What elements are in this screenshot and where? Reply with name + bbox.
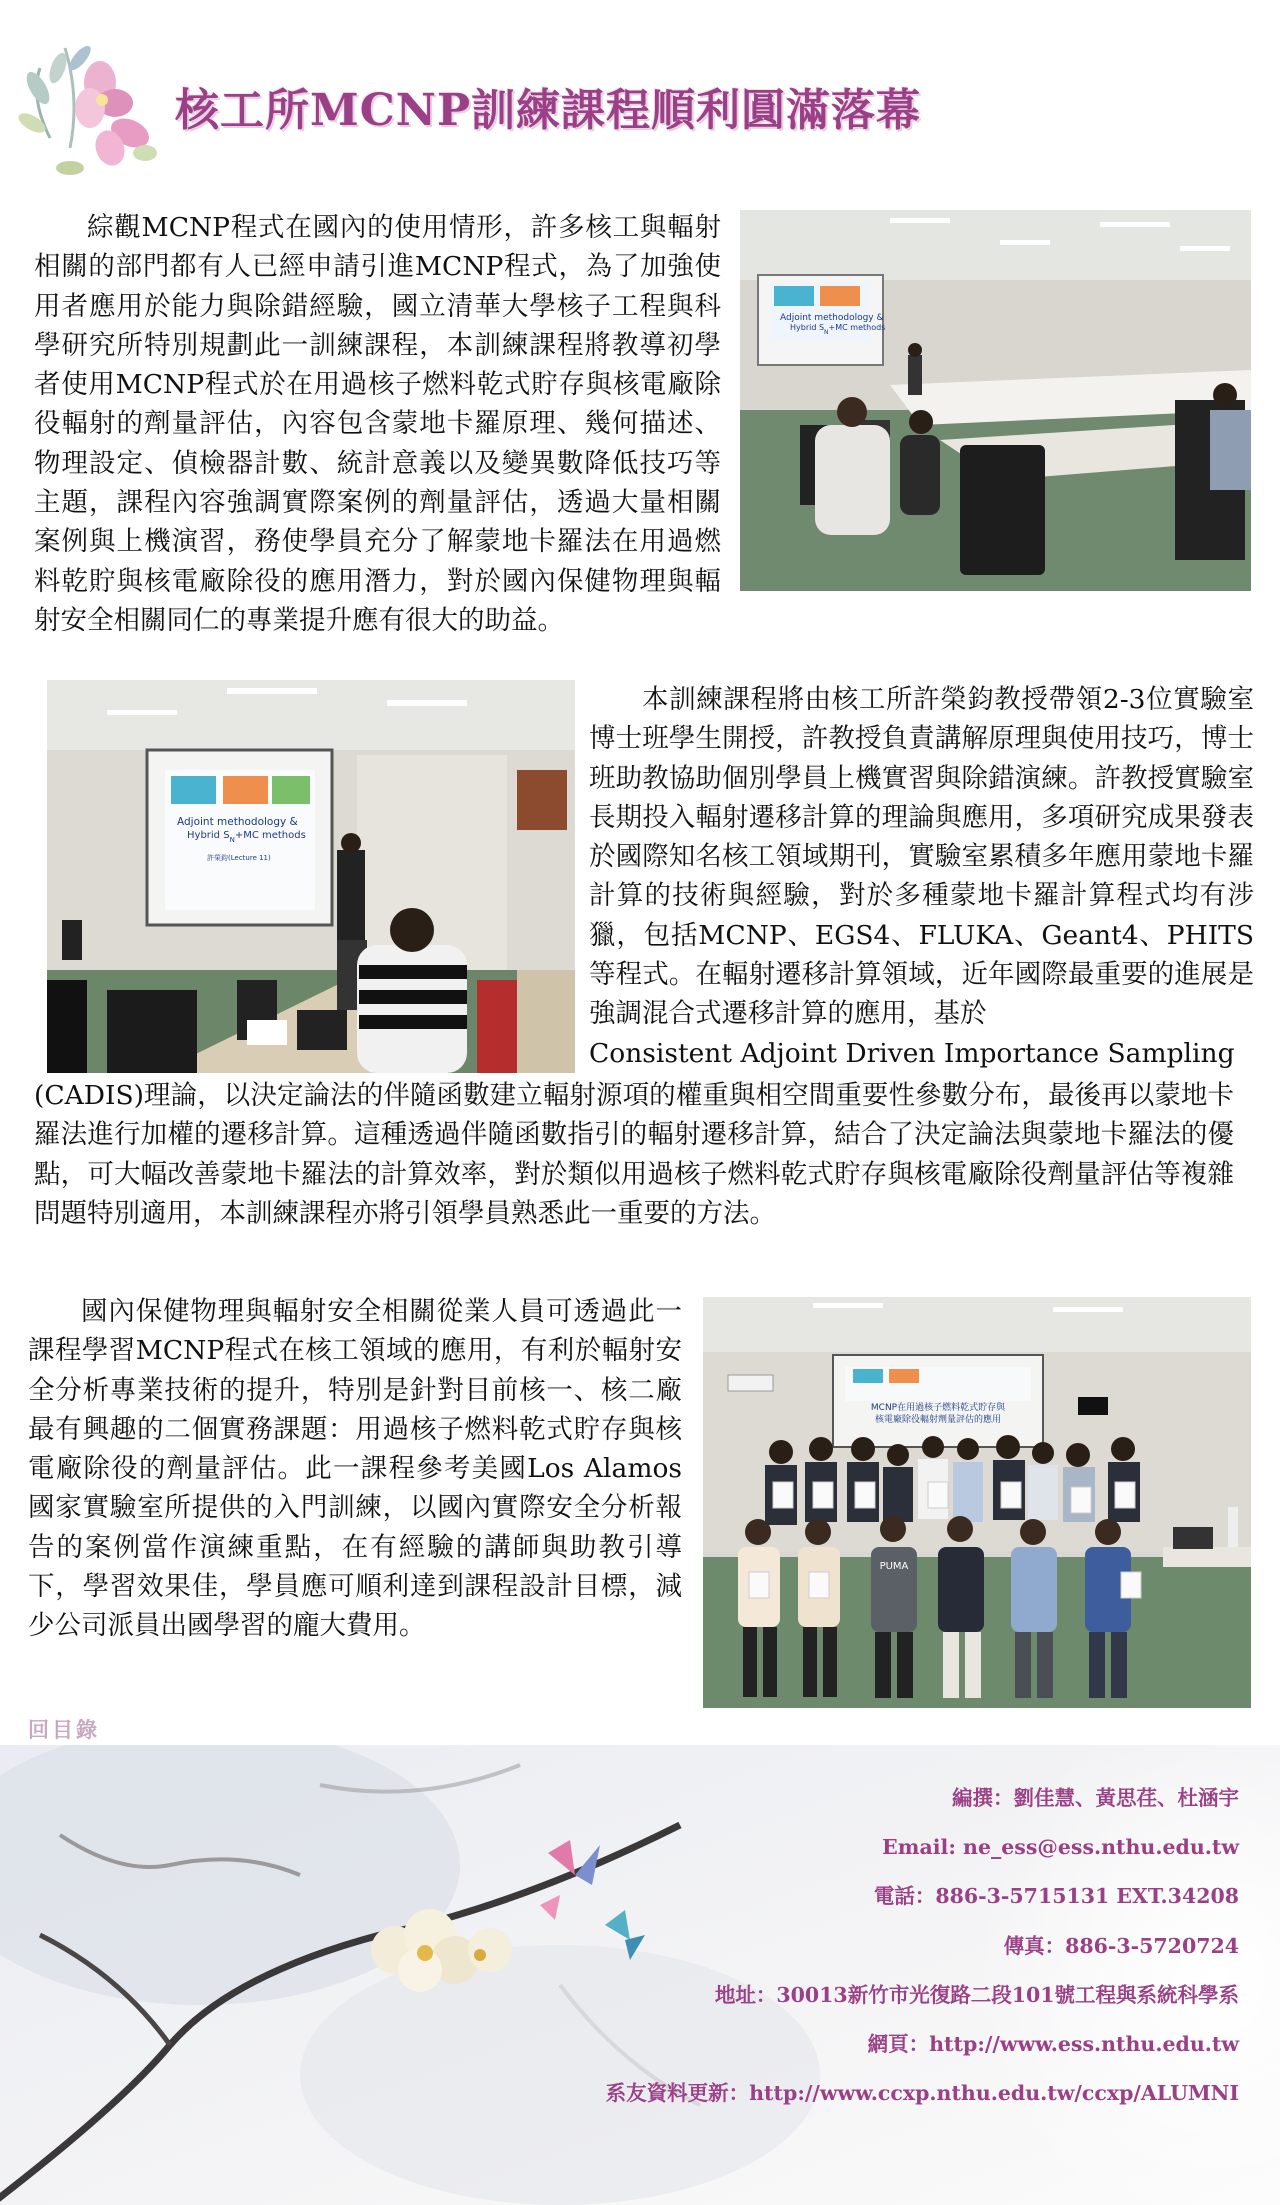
paragraph-2-part-2 xyxy=(34,1076,1234,1233)
paragraph-1-text: 綜觀MCNP程式在國內的使用情形，許多核工與輻射相關的部門都有人已經申請引進MCNP程式，為了加強使用者應用於能力與除錯經驗，國立清華大學核子工程與科學研究所特別規劃此一訓練課程，本訓練課程將教導初學者使用MCNP程式於在用過核子燃料乾式貯存與核電廠除役輻射的劑量評估，內容包含蒙地卡羅原理、幾何描述、物理設定、偵檢器計數、統計意義以及變異數降低技巧等主題，課程內容強調實際案例的劑量評估，透過大量相關案例與上機演習，務使學員充分了解蒙地卡羅法在用過燃料乾貯與核電廠除役的應用潛力，對於國內保健物理與輻射安全相關同仁的專業提升應有很大的助益。 xyxy=(34,212,721,636)
footer xyxy=(0,1745,1280,2205)
paragraph-2-text-2: Consistent Adjoint Driven Importance Sampling xyxy=(589,1037,1235,1069)
email-line[interactable]: Email: ne_ess@ess.nthu.edu.tw xyxy=(882,1835,1239,1860)
editors-line: 編撰：劉佳慧、黃思荏、杜涵宇 xyxy=(952,1786,1239,1810)
slide-2-line-2: Hybrid S xyxy=(187,830,230,841)
shirt-text: PUMA xyxy=(879,1561,909,1572)
classroom-photo-2-image xyxy=(47,680,575,1073)
slide-1-line-1: Adjoint methodology & xyxy=(780,313,884,323)
address-line: 地址：30013新竹市光復路二段101號工程與系統科學系 xyxy=(714,1982,1239,2007)
slide-1-subscript: N xyxy=(824,328,829,336)
slide-2-subscript: N xyxy=(229,836,235,844)
phone-line: 電話：886-3-5715131 EXT.34208 xyxy=(873,1884,1239,1909)
slide-1-line-2: Hybrid S xyxy=(790,323,825,332)
slide-2-line-1: Adjoint methodology & xyxy=(177,816,298,828)
back-to-contents-link[interactable]: 回目錄 xyxy=(28,1717,100,1742)
page-title: 核工所MCNP訓練課程順利圓滿落幕 xyxy=(175,85,922,136)
slide-3-line-2: 核電廠除役輻射劑量評估的應用 xyxy=(874,1415,1002,1425)
contact-info xyxy=(606,1745,1239,2118)
alumni-update-line[interactable]: 系友資料更新：http://www.ccxp.nthu.edu.tw/ccxp/ALUMNI xyxy=(605,2081,1239,2106)
fax-line: 傳真：886-3-5720724 xyxy=(1003,1933,1239,1958)
flower-decoration-icon xyxy=(10,28,180,188)
slide-2-line-3: +MC methods xyxy=(234,830,306,841)
classroom-photo-1 xyxy=(740,210,1251,591)
paragraph-1 xyxy=(34,208,721,640)
slide-2-line-4: 許榮鈞(Lecture 11) xyxy=(207,854,271,862)
slide-1-line-3: +MC methods xyxy=(828,323,886,332)
group-photo-image xyxy=(703,1297,1251,1708)
classroom-photo-1-image xyxy=(740,210,1251,591)
group-photo xyxy=(703,1297,1251,1708)
classroom-photo-2 xyxy=(47,680,575,1073)
slide-3-line-1: MCNP在用過核子燃料乾式貯存與 xyxy=(870,1403,1006,1413)
paragraph-2-text-1: 本訓練課程將由核工所許榮鈞教授帶領2-3位實驗室博士班學生開授，許教授負責講解原理與使用技巧，博士班助教協助個別學員上機實習與除錯演練。許教授實驗室長期投入輻射遷移計算的理論與應用，多項研究成果發表於國際知名核工領域期刊，實驗室累積多年應用蒙地卡羅計算的技術與經驗，對於多種蒙地卡羅計算程式均有涉獵，包括MCNP、EGS4、FLUKA、Geant4、PHITS等程式。在輻射遷移計算領域，近年國際最重要的進展是強調混合式遷移計算的應用，基於 xyxy=(589,684,1254,1030)
paragraph-3 xyxy=(28,1292,682,1646)
paragraph-2-text-3: (CADIS)理論，以決定論法的伴隨函數建立輻射源項的權重與相空間重要性參數分布，最後再以蒙地卡羅法進行加權的遷移計算。這種透過伴隨函數指引的輻射遷移計算，結合了決定論法與蒙地卡羅法的優點，可大幅改善蒙地卡羅法的計算效率，對於類似用過核子燃料乾式貯存與核電廠除役劑量評估等複雜問題特別適用，本訓練課程亦將引領學員熟悉此一重要的方法。 xyxy=(34,1080,1234,1229)
paragraph-3-text: 國內保健物理與輻射安全相關從業人員可透過此一課程學習MCNP程式在核工領域的應用，有利於輻射安全分析專業技術的提升，特別是針對目前核一、核二廠最有興趣的二個實務課題：用過核子燃料乾式貯存與核電廠除役的劑量評估。此一課程參考美國Los Alamos國家實驗室所提供的入門訓練，以國內實際安全分析報告的案例當作演練重點，在有經驗的講師與助教引導下，學習效果佳，學員應可順利達到課程設計目標，減少公司派員出國學習的龐大費用。 xyxy=(28,1296,682,1642)
paragraph-2-part-1 xyxy=(589,680,1254,1073)
website-line[interactable]: 網頁：http://www.ess.nthu.edu.tw xyxy=(867,2031,1239,2056)
